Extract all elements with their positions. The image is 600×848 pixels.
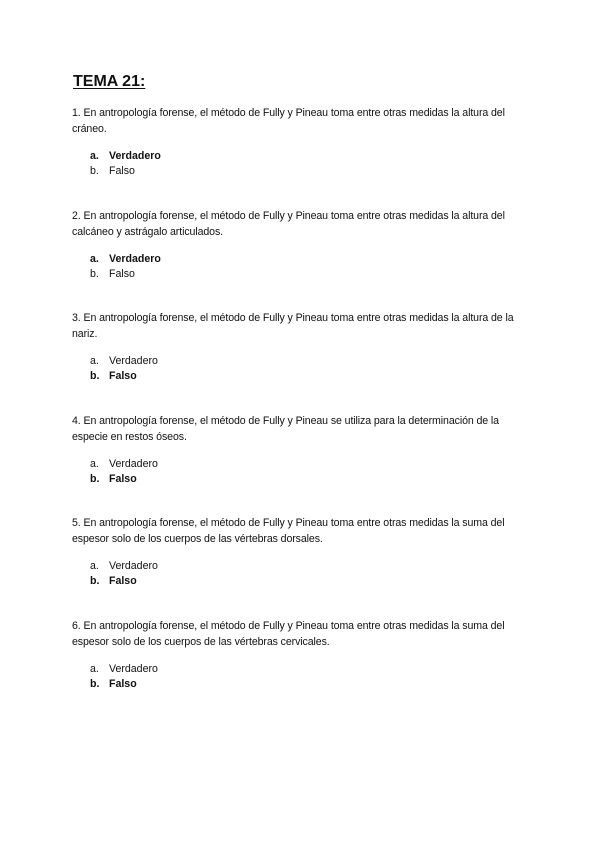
option-b bbox=[90, 164, 532, 179]
option-letter: a. bbox=[90, 150, 99, 162]
question-text: 3. En antropología forense, el método de Fully y Pineau toma entre otras medidas la altura de la nariz. bbox=[72, 312, 514, 340]
question-5 bbox=[72, 515, 532, 589]
answer-options bbox=[72, 559, 532, 589]
option-label: Falso bbox=[109, 165, 135, 177]
option-letter: b. bbox=[90, 165, 99, 177]
option-letter: a. bbox=[90, 663, 99, 675]
option-letter: a. bbox=[90, 458, 99, 470]
option-b bbox=[90, 267, 532, 282]
option-label: Verdadero bbox=[109, 663, 158, 675]
option-label: Falso bbox=[109, 473, 137, 485]
answer-options bbox=[72, 354, 532, 384]
option-label: Verdadero bbox=[109, 560, 158, 572]
option-a bbox=[90, 149, 532, 164]
option-label: Verdadero bbox=[109, 458, 158, 470]
option-label: Falso bbox=[109, 575, 137, 587]
question-text: 4. En antropología forense, el método de Fully y Pineau se utiliza para la determinación de la especie en restos óseos. bbox=[72, 415, 499, 443]
option-a bbox=[90, 252, 532, 267]
option-letter: a. bbox=[90, 253, 99, 265]
question-4 bbox=[72, 413, 532, 487]
option-label: Falso bbox=[109, 268, 135, 280]
question-text: 1. En antropología forense, el método de Fully y Pineau toma entre otras medidas la altura del cráneo. bbox=[72, 107, 505, 135]
option-label: Verdadero bbox=[109, 150, 161, 162]
question-3 bbox=[72, 310, 532, 384]
option-a bbox=[90, 662, 532, 677]
option-a bbox=[90, 354, 532, 369]
option-a bbox=[90, 457, 532, 472]
question-text: 5. En antropología forense, el método de Fully y Pineau toma entre otras medidas la suma del espesor solo de los cuerpos de las vértebras dorsales. bbox=[72, 517, 505, 545]
option-a bbox=[90, 559, 532, 574]
question-1 bbox=[72, 105, 532, 179]
answer-options bbox=[72, 149, 532, 179]
option-letter: b. bbox=[90, 678, 100, 690]
answer-options bbox=[72, 457, 532, 487]
option-letter: b. bbox=[90, 268, 99, 280]
option-b bbox=[90, 472, 532, 487]
question-2 bbox=[72, 208, 532, 282]
question-6 bbox=[72, 618, 532, 692]
option-letter: a. bbox=[90, 560, 99, 572]
option-label: Verdadero bbox=[109, 253, 161, 265]
option-b bbox=[90, 369, 532, 384]
question-text: 2. En antropología forense, el método de Fully y Pineau toma entre otras medidas la altura del calcáneo y astrágalo articulados. bbox=[72, 210, 505, 238]
option-letter: b. bbox=[90, 473, 100, 485]
page-title: TEMA 21: bbox=[73, 73, 146, 90]
option-label: Falso bbox=[109, 370, 137, 382]
option-label: Falso bbox=[109, 678, 137, 690]
question-text: 6. En antropología forense, el método de Fully y Pineau toma entre otras medidas la suma del espesor solo de los cuerpos de las vértebras cervicales. bbox=[72, 620, 505, 648]
option-b bbox=[90, 677, 532, 692]
option-letter: b. bbox=[90, 370, 100, 382]
option-label: Verdadero bbox=[109, 355, 158, 367]
answer-options bbox=[72, 252, 532, 282]
answer-options bbox=[72, 662, 532, 692]
option-b bbox=[90, 574, 532, 589]
option-letter: b. bbox=[90, 575, 100, 587]
option-letter: a. bbox=[90, 355, 99, 367]
